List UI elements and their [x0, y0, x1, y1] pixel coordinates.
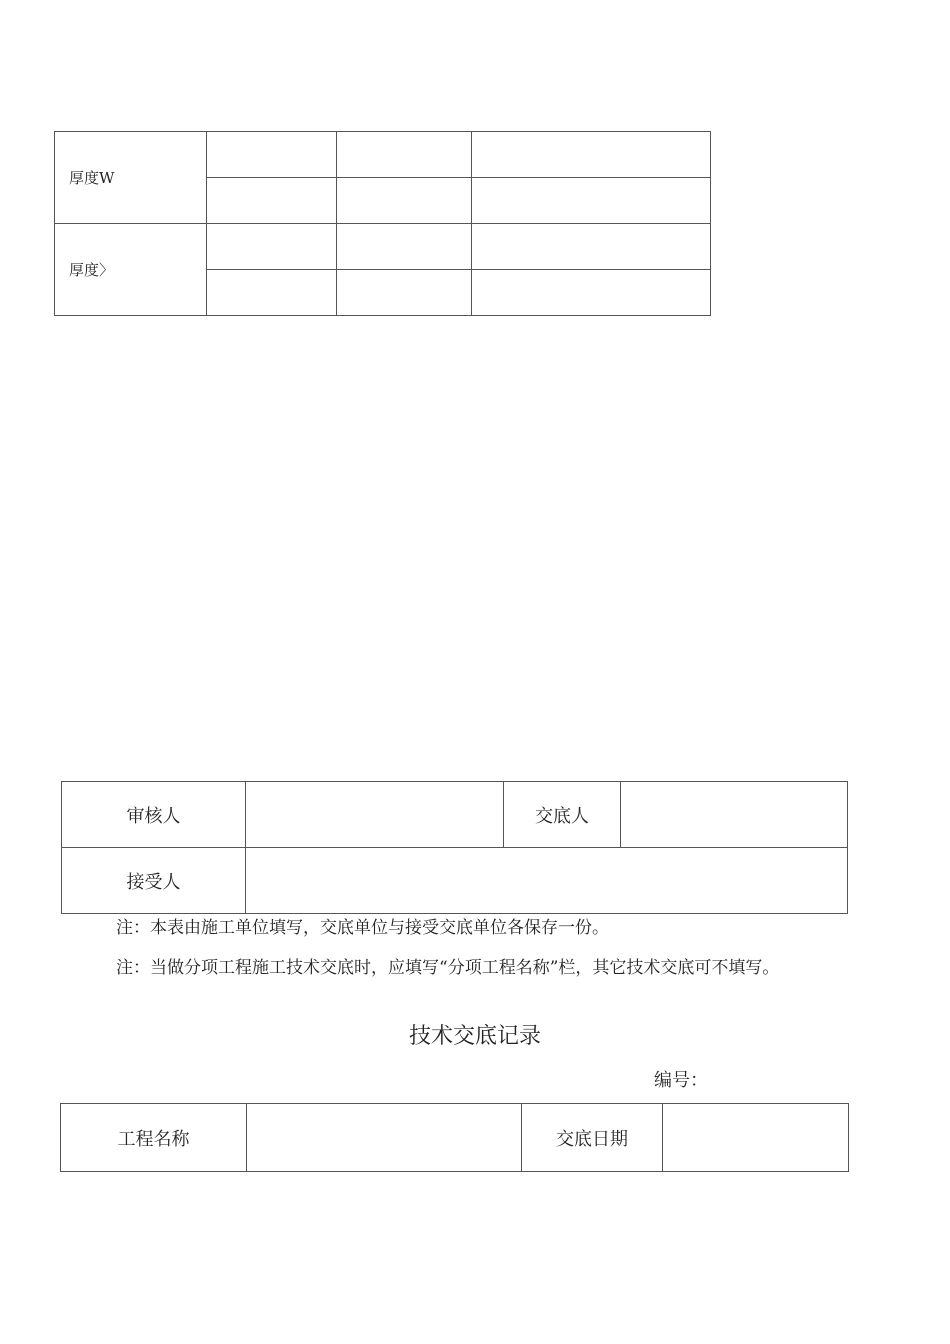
table-row — [55, 132, 711, 178]
note-text: 注：本表由施工单位填写，交底单位与接受交底单位各保存一份。 — [116, 918, 609, 938]
table-cell[interactable] — [207, 270, 337, 316]
table-cell[interactable] — [337, 178, 472, 224]
table-cell[interactable] — [472, 132, 711, 178]
discloser-label: 交底人 — [504, 782, 621, 848]
table-cell[interactable] — [337, 270, 472, 316]
note-text: 注：当做分项工程施工技术交底时，应填写“分项工程名称”栏，其它技术交底可不填写。 — [116, 958, 780, 978]
table-row — [55, 224, 711, 270]
discloser-field[interactable] — [621, 782, 848, 848]
reviewer-label: 审核人 — [62, 782, 246, 848]
signature-table — [61, 781, 848, 914]
disclosure-date-field[interactable] — [663, 1104, 849, 1172]
thickness-table — [54, 131, 711, 316]
thickness-label: 厚度〉 — [69, 261, 115, 279]
table-cell[interactable] — [472, 224, 711, 270]
table-cell[interactable] — [207, 178, 337, 224]
receiver-field[interactable] — [246, 848, 848, 914]
thickness-label-cell — [55, 132, 207, 224]
table-row — [62, 782, 848, 848]
project-name-field[interactable] — [247, 1104, 522, 1172]
serial-number-label: 编号： — [654, 1070, 708, 1091]
disclosure-date-label: 交底日期 — [522, 1104, 663, 1172]
table-cell[interactable] — [337, 224, 472, 270]
thickness-label-cell — [55, 224, 207, 316]
thickness-label: 厚度W — [69, 169, 115, 187]
table-row — [62, 848, 848, 914]
receiver-label: 接受人 — [62, 848, 246, 914]
table-row — [61, 1104, 849, 1172]
table-cell[interactable] — [472, 178, 711, 224]
page-title: 技术交底记录 — [408, 1024, 541, 1049]
table-cell[interactable] — [207, 224, 337, 270]
table-cell[interactable] — [472, 270, 711, 316]
project-name-label: 工程名称 — [61, 1104, 247, 1172]
project-info-table — [60, 1103, 849, 1172]
table-cell[interactable] — [207, 132, 337, 178]
reviewer-field[interactable] — [246, 782, 504, 848]
table-cell[interactable] — [337, 132, 472, 178]
